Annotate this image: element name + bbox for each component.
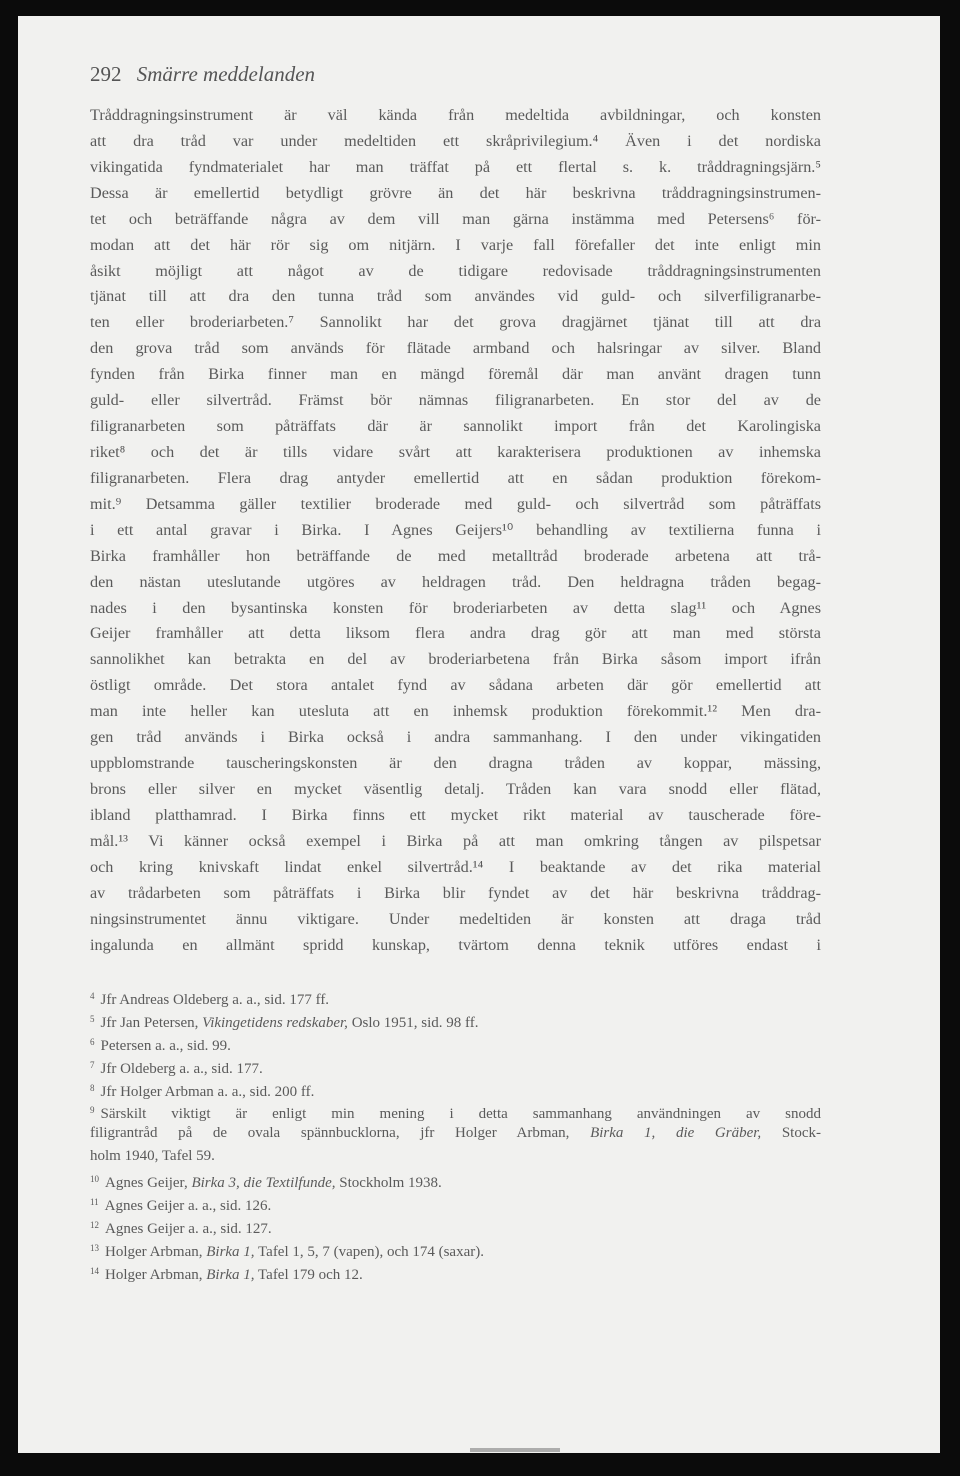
text-line: ningsinstrumentet ännu viktigare. Under medeltiden är konsten att draga tråd: [90, 909, 821, 928]
footnote-title: Birka 3, die Textilfunde,: [191, 1175, 336, 1192]
footnote-number: 4: [90, 991, 95, 1001]
text-line: mit.⁹ Detsamma gäller textilier broderade med guld- och silvertråd som påträffats: [90, 494, 821, 513]
text-line: och kring knivskaft lindat enkel silvertråd.¹⁴ I beaktande av det rika material: [90, 857, 821, 876]
text-line: vikingatida fyndmaterialet har man träffat på ett flertal s. k. tråddragningsjärn.⁵: [90, 157, 821, 176]
footnote: [90, 1077, 821, 1100]
footnote-number: 6: [90, 1036, 95, 1047]
footnote-title: Birka 1, die Gräber,: [590, 1125, 762, 1142]
footnote-title: Birka 1,: [206, 1243, 255, 1260]
text-line: Geijer framhåller att detta liksom flera andra drag gör att man med största: [90, 624, 821, 643]
text-line: Birka framhåller hon beträffande de med metalltråd broderade arbetena att trå-: [90, 546, 821, 565]
footnote-text: Oslo 1951, sid. 98 ff.: [347, 1014, 479, 1031]
footnote-text: Stock-: [761, 1125, 821, 1142]
text-line: sannolikhet kan betrakta en del av broderiarbetena från Birka såsom import ifrån: [90, 650, 821, 669]
footnote-title: Birka 1,: [206, 1266, 255, 1283]
text-line: uppblomstrande tauscheringskonsten är den dragna tråden av koppar, mässing,: [90, 754, 821, 773]
footnote-text: Agnes Geijer a. a., sid. 127.: [105, 1220, 272, 1237]
footnote-text: Jfr Jan Petersen,: [100, 1014, 203, 1031]
text-line: fynden från Birka finner man en mängd föremål där man använt dragen tunn: [90, 365, 821, 384]
footnote-number: 9: [90, 1105, 95, 1116]
text-line: gen tråd används i Birka också i andra sammanhang. I den under vikingatiden: [90, 728, 821, 747]
text-line: filigranarbeten som påträffats där är sannolikt import från det Karolingiska: [90, 417, 821, 436]
footnote: [90, 985, 821, 1008]
footnote-text: Holger Arbman,: [105, 1243, 207, 1260]
text-line: nades i den bysantinska konsten för broderiarbeten av detta slag¹¹ och Agnes: [90, 598, 821, 617]
footnote: [90, 1168, 821, 1191]
footnote: [90, 1008, 821, 1031]
footnote-text: holm 1940, Tafel 59.: [90, 1148, 215, 1165]
footnote: [90, 1122, 821, 1145]
footnote: [90, 1191, 821, 1214]
footnote-number: 8: [90, 1082, 95, 1093]
text-line: Dessa är emellertid betydligt grövre än det här beskrivna tråddragningsinstrumen-: [90, 183, 821, 202]
footnote-number: 11: [90, 1197, 99, 1208]
footnote: [90, 1214, 821, 1237]
text-line: av trådarbeten som påträffats i Birka blir fyndet av det här beskrivna tråddrag-: [90, 883, 821, 902]
footnote-text: Jfr Andreas Oldeberg a. a., sid. 177 ff.: [100, 992, 330, 1008]
text-line: åsikt möjligt att något av de tidigare redovisade tråddragningsinstrumenten: [90, 261, 821, 280]
footnote: [90, 1054, 821, 1077]
text-line: brons eller silver en mycket väsentlig detalj. Tråden kan vara snodd eller flätad,: [90, 779, 821, 798]
page-number: 292: [90, 62, 122, 86]
footnote-number: 5: [90, 1013, 95, 1024]
footnote: [90, 1031, 821, 1054]
text-line: mål.¹³ Vi känner också exempel i Birka på att man omkring tången av pilspetsar: [90, 831, 821, 850]
footnote-number: 10: [90, 1174, 99, 1185]
footnote-text: Petersen a. a., sid. 99.: [100, 1037, 231, 1054]
text-line: den nästan uteslutande utgöres av heldragen tråd. Den heldragna tråden begag-: [90, 572, 821, 591]
footnote-number: 13: [90, 1242, 99, 1253]
text-line: östligt område. Det stora antalet fynd av sådana arbeten där gör emellertid att: [90, 676, 821, 695]
text-line: Tråddragningsinstrument är väl kända från medeltida avbildningar, och konsten: [90, 106, 821, 124]
footnote-text: Jfr Holger Arbman a. a., sid. 200 ff.: [100, 1083, 315, 1100]
text-line: att dra tråd var under medeltiden ett skråprivilegium.⁴ Även i det nordiska: [90, 131, 821, 150]
text-line: ten eller broderiarbeten.⁷ Sannolikt har det grova dragjärnet tjänat till att dra: [90, 313, 821, 332]
footnote-text: Tafel 179 och 12.: [254, 1266, 363, 1283]
body-text: [90, 103, 821, 958]
text-line: filigranarbeten. Flera drag antyder emellertid att en sådan produktion förekom-: [90, 468, 821, 487]
footnote: [90, 1145, 821, 1168]
footnote: [90, 1099, 821, 1122]
footnote-text: Agnes Geijer a. a., sid. 126.: [104, 1198, 272, 1215]
text-line: den grova tråd som används för flätade armband och halsringar av silver. Bland: [90, 339, 821, 358]
footnote-text: Tafel 1, 5, 7 (vapen), och 174 (saxar).: [254, 1243, 484, 1260]
scan-artifact: [470, 1448, 560, 1452]
footnote-number: 12: [90, 1219, 99, 1230]
footnotes: [90, 985, 821, 1283]
text-line: tjänat till att dra den tunna tråd som användes vid guld- och silverfiligranarbe-: [90, 287, 821, 306]
footnote-number: 14: [90, 1265, 99, 1276]
footnote-text: Jfr Oldeberg a. a., sid. 177.: [100, 1060, 263, 1077]
footnote-text: Särskilt viktigt är enligt min mening i detta sammanhang användningen av snodd: [100, 1106, 821, 1123]
text-line: man inte heller kan utesluta att en inhemsk produktion förekommit.¹² Men dra-: [90, 702, 821, 721]
text-line: riket⁸ och det är tills vidare svårt att karakterisera produktionen av inhemska: [90, 442, 821, 461]
footnote-text: Stockholm 1938.: [335, 1175, 442, 1192]
section-title: Smärre meddelanden: [136, 62, 316, 86]
footnote-title: Vikingetidens redskaber,: [202, 1014, 348, 1031]
running-header: [90, 62, 315, 87]
footnote-text: filigrantråd på de ovala spännbucklorna, jfr Holger Arbman,: [90, 1125, 591, 1142]
text-line: guld- eller silvertråd. Främst bör nämnas filigranarbeten. En stor del av de: [90, 391, 821, 410]
text-line: modan att det här rör sig om nitjärn. I varje fall förefaller det inte enligt min: [90, 235, 821, 254]
text-line: i ett antal gravar i Birka. I Agnes Geijers¹⁰ behandling av textilierna funna i: [90, 520, 821, 539]
footnote-number: 7: [90, 1059, 95, 1070]
text-line: tet och beträffande några av dem vill man gärna instämma med Petersens⁶ för-: [90, 209, 821, 228]
text-line: ibland platthamrad. I Birka finns ett mycket rikt material av tauscherade före-: [90, 805, 821, 824]
footnote: [90, 1260, 821, 1283]
text-line: ingalunda en allmänt spridd kunskap, tvärtom denna teknik utföres endast i: [90, 935, 821, 954]
footnote-text: Holger Arbman,: [105, 1266, 207, 1283]
footnote: [90, 1237, 821, 1260]
footnote-text: Agnes Geijer,: [105, 1175, 192, 1192]
